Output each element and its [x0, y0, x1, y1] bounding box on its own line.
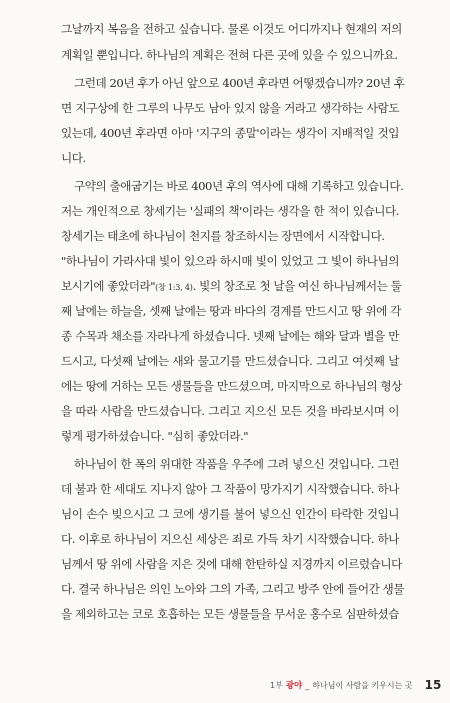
body-line: "하나님이 가라사대 빛이 있으라 하시매 빛이 있었고 그 빛이 하나님의: [61, 254, 399, 268]
body-line: 님이 손수 빚으시고 그 코에 생기를 불어 넣으신 인간이 타락한 것입니: [61, 507, 399, 521]
footer-separator: _: [305, 680, 310, 690]
body-line: 다. 결국 하나님은 의인 노아와 그의 가족, 그리고 방주 안에 들어간 생물: [61, 582, 405, 596]
page-footer: [270, 676, 442, 694]
body-line: 다. 이후로 하나님이 지으신 세상은 죄로 가득 차기 시작했습니다. 하나: [61, 532, 399, 546]
body-line: 있는데, 400년 후라면 아마 '지구의 종말'이라는 생각이 지배적일 것입: [61, 126, 399, 140]
body-line: 그런데 20년 후가 아닌 앞으로 400년 후라면 어떻겠습니까? 20년 후: [74, 76, 405, 90]
body-line: 님께서 땅 위에 사람을 지은 것에 대해 한탄하실 지경까지 이르렀습니다: [61, 557, 402, 571]
page-number: 15: [424, 678, 442, 692]
body-line: 째 날에는 하늘을, 셋째 날에는 땅과 바다의 경계를 만드시고 땅 위에 각: [61, 304, 401, 318]
body-line: 종 수목과 채소를 자라나게 하셨습니다. 넷째 날에는 해와 달과 별을 만: [61, 329, 399, 343]
body-line: 저는 개인적으로 창세기는 '실패의 책'이라는 생각을 한 적이 있습니다.: [61, 204, 399, 218]
body-line: 그날까지 복음을 전하고 싶습니다. 물론 이것도 어디까지나 현재의 저의: [61, 22, 402, 36]
chapter-subtitle: 하나님이 사람을 키우시는 곳: [312, 680, 413, 690]
body-line: 에는 땅에 거하는 모든 생물들을 만드셨으며, 마지막으로 하나님의 형상: [61, 379, 402, 393]
body-line: 을 따라 사람을 만드셨습니다. 그리고 지으신 모든 것을 바라보시며 이: [61, 404, 399, 418]
body-line: 계획일 뿐입니다. 하나님의 계획은 전혀 다른 곳에 있을 수 있으니까요.: [61, 48, 398, 62]
body-line: 드시고, 다섯째 날에는 새와 물고기를 만드셨습니다. 그리고 여섯째 날: [61, 354, 399, 368]
body-line: 데 불과 한 세대도 지나지 않아 그 작품이 망가지기 시작했습니다. 하나: [61, 482, 399, 496]
body-line: 창세기는 태초에 하나님이 천지를 창조하시는 장면에서 시작합니다.: [61, 229, 385, 243]
quote-text: 보시기에 좋았더라": [61, 279, 156, 293]
body-line: 을 제외하고는 코로 호흡하는 모든 생물들을 무서운 홍수로 심판하셨습: [61, 607, 399, 621]
part-label: 1부: [270, 680, 283, 690]
body-line: 니다.: [61, 151, 86, 165]
body-line: 하나님이 한 폭의 위대한 작품을 우주에 그려 넣으신 것입니다. 그런: [74, 457, 399, 471]
section-title: 광야: [285, 681, 303, 691]
quote-tail: . 빛의 창조로 첫 날을 여신 하나님께서는 둘: [192, 279, 402, 293]
scripture-citation: (창 1:3, 4): [155, 283, 193, 292]
body-line: 구약의 출애굽기는 바로 400년 후의 역사에 대해 기록하고 있습니다.: [74, 179, 404, 193]
body-line: 면 지구상에 한 그루의 나무도 남아 있지 않을 거라고 생각하는 사람도: [61, 101, 399, 115]
body-line: 렇게 평가하셨습니다. "심히 좋았더라.": [61, 429, 249, 443]
body-line: [61, 278, 402, 296]
